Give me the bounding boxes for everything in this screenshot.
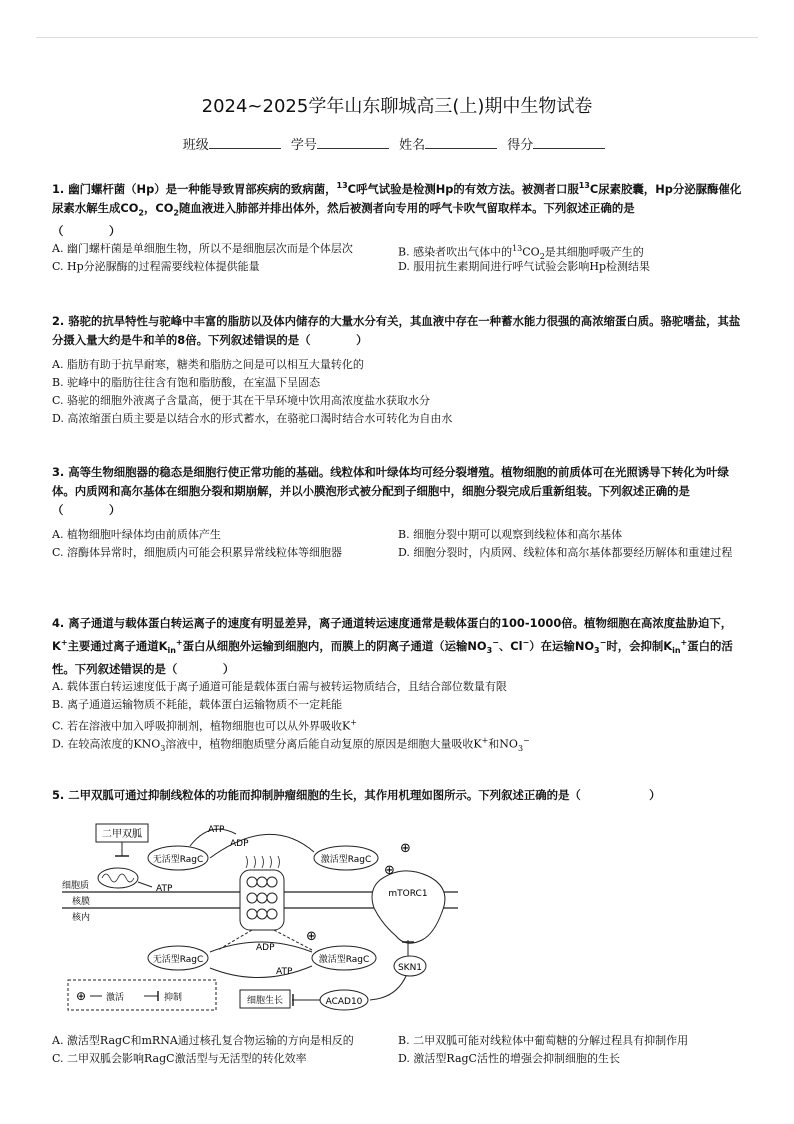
- q5-option-c[interactable]: C. 二甲双胍会影响RagC激活型与无活型的转化效率: [52, 1052, 307, 1065]
- q3-option-c[interactable]: C. 溶酶体异常时，细胞质内可能会积累异常线粒体等细胞器: [52, 546, 343, 559]
- plus-sign-bottom: ⊕: [306, 929, 317, 944]
- inactive-ragc-bottom-label: 无活型RagC: [152, 955, 204, 965]
- skn1-to-acad10: [370, 976, 406, 1000]
- score-blank[interactable]: [533, 136, 605, 149]
- question-2-stem: 2. 骆驼的抗旱特性与驼峰中丰富的脂肪以及体内储存的大量水分有关，其血液中存在一种蓄水能力很强的高浓缩蛋白质。骆驼嗜盐，其盐分摄入量大约是牛和羊的8倍。下列叙述错误的是（ ）: [52, 314, 741, 347]
- mtorc1-label: mTORC1: [388, 889, 428, 899]
- skn1-label: SKN1: [397, 963, 423, 973]
- adp-label-top: ADP: [230, 839, 249, 849]
- q4-option-d[interactable]: D. 在较高浓度的$KNO_3$溶液中，植物细胞质壁分离后能自动复原的原因是细胞大量吸收K+和$NO_3^-$: [52, 736, 530, 753]
- q3-option-b[interactable]: B. 细胞分裂中期可以观察到线粒体和高尔基体: [398, 528, 623, 541]
- class-label: 班级: [182, 138, 209, 153]
- q4-option-b[interactable]: B. 离子通道运输物质不耗能，载体蛋白运输物质不一定耗能: [52, 698, 343, 711]
- q5-option-a[interactable]: A. 激活型RagC和mRNA通过核孔复合物运输的方向是相反的: [52, 1034, 354, 1047]
- q1-option-a[interactable]: A. 幽门螺杆菌是单细胞生物，所以不是细胞层次而是个体层次: [52, 242, 353, 255]
- plus-sign-top: ⊕: [400, 841, 411, 856]
- q3-option-d[interactable]: D. 细胞分裂时，内质网、线粒体和高尔基体都要经历解体和重建过程: [398, 546, 733, 559]
- page-title: 2024~2025学年山东聊城高三(上)期中生物试卷: [201, 96, 593, 117]
- active-ragc-top-label: 激活型RagC: [320, 855, 372, 865]
- q2-option-b[interactable]: B. 驼峰中的脂肪往往含有饱和脂肪酸，在室温下呈固态: [52, 376, 321, 389]
- plus-sign-mtorc1: ⊕: [384, 863, 395, 878]
- cytoplasm-label: 细胞质: [62, 881, 90, 891]
- q1-option-b[interactable]: B. 感染者吹出气体中的$^{13}CO_2$是其细胞呼吸产生的: [398, 244, 644, 261]
- q1-option-c[interactable]: C. Hp分泌脲酶的过程需要线粒体提供能量: [52, 260, 260, 273]
- q5-option-d[interactable]: D. 激活型RagC活性的增强会抑制细胞的生长: [398, 1052, 620, 1065]
- atp-label-bottom: ATP: [276, 967, 293, 977]
- q4-option-a[interactable]: A. 载体蛋白转运速度低于离子通道可能是载体蛋白需与被转运物质结合，且结合部位数量有限: [52, 680, 507, 693]
- nuclear-pore-complex: [240, 856, 284, 930]
- question-5-stem: 5. 二甲双胍可通过抑制线粒体的功能而抑制肿瘤细胞的生长，其作用机理如图所示。下列叙述正确的是（ ）: [52, 788, 661, 802]
- top-rule: [36, 37, 758, 38]
- name-label: 姓名: [399, 138, 426, 153]
- atp-arrow: [138, 882, 152, 887]
- legend-plus: ⊕: [76, 989, 87, 1003]
- question-3-stem: 3. 高等生物细胞器的稳态是细胞行使正常功能的基础。线粒体和叶绿体均可经分裂增殖。植物细胞的前质体可在光照诱导下转化为叶绿体。内质网和高尔基体在细胞分裂和期崩解，并以小膜泡形式被分配到子细胞中，细胞分裂完成后重新组装。下列叙述正确的是（ ）: [52, 465, 729, 517]
- class-blank[interactable]: [209, 136, 281, 149]
- nucleus-label: 核内: [72, 913, 91, 923]
- legend-inhibit-label: 抑制: [164, 993, 183, 1003]
- student-info-line: [0, 134, 794, 153]
- legend-box: [68, 980, 216, 1010]
- mtorc1-shape: [372, 871, 445, 943]
- atp-label-top: ATP: [208, 825, 225, 835]
- legend-activate-label: 激活: [106, 993, 125, 1003]
- active-ragc-bottom-label: 激活型RagC: [318, 955, 370, 965]
- question-1-stem: 1. 幽门螺杆菌（Hp）是一种能导致胃部疾病的致病菌，$^{13}$C呼气试验是检测Hp的有效方法。被测者口服$^{13}$C尿素胶囊，Hp分泌脲酶催化尿素水解生成$CO_2$，$CO_2$随血液进入肺部并排出体外，然后被测者向专用的呼气卡吹气留取样本。下列叙述正确的是 （ ）: [52, 181, 742, 239]
- atp-label-1: ATP: [156, 884, 173, 894]
- q4-option-c[interactable]: C. 若在溶液中加入呼吸抑制剂，植物细胞也可以从外界吸收K+: [52, 718, 357, 733]
- bottom-return-arc: [210, 966, 312, 978]
- question-4-stem: 4. 离子通道与载体蛋白转运离子的速度有明显差异，离子通道转运速度通常是载体蛋白的100-1000倍。植物细胞在高浓度盐胁迫下，K+主要通过离子通道$K_{in}^+$蛋白从细胞外运输到细胞内，而膜上的阴离子通道（运输$NO_3^-$、Cl−）在运输$NO_3^-$时，会抑制$K_{in}^+$蛋白的活性。下列叙述错误的是（ ）: [52, 616, 733, 677]
- inactive-ragc-top-label: 无活型RagC: [152, 855, 204, 865]
- q1-option-d[interactable]: D. 服用抗生素期间进行呼气试验会影响Hp检测结果: [398, 260, 651, 273]
- number-blank[interactable]: [317, 136, 389, 149]
- q2-option-d[interactable]: D. 高浓缩蛋白质主要是以结合水的形式蓄水，在骆驼口渴时结合水可转化为自由水: [52, 412, 453, 425]
- nuclear-membrane-label: 核膜: [72, 897, 91, 907]
- score-label: 得分: [507, 138, 534, 153]
- q2-option-c[interactable]: C. 骆驼的细胞外液离子含量高，便于其在干旱环境中饮用高浓度盐水获取水分: [52, 394, 431, 407]
- cell-growth-label: 细胞生长: [246, 996, 284, 1006]
- mechanism-diagram: [60, 812, 480, 1024]
- q3-option-a[interactable]: A. 植物细胞叶绿体均由前质体产生: [52, 528, 221, 541]
- adp-label-bottom: ADP: [256, 943, 275, 953]
- drug-label: 二甲双胍: [102, 829, 142, 840]
- acad10-label: ACAD10: [325, 997, 363, 1007]
- activation-arc: [210, 834, 314, 858]
- number-label: 学号: [290, 138, 317, 153]
- q2-option-a[interactable]: A. 脂肪有助于抗旱耐寒，糖类和脂肪之间是可以相互大量转化的: [52, 358, 364, 371]
- q5-option-b[interactable]: B. 二甲双胍可能对线粒体中葡萄糖的分解过程具有抑制作用: [398, 1034, 689, 1047]
- name-blank[interactable]: [425, 136, 497, 149]
